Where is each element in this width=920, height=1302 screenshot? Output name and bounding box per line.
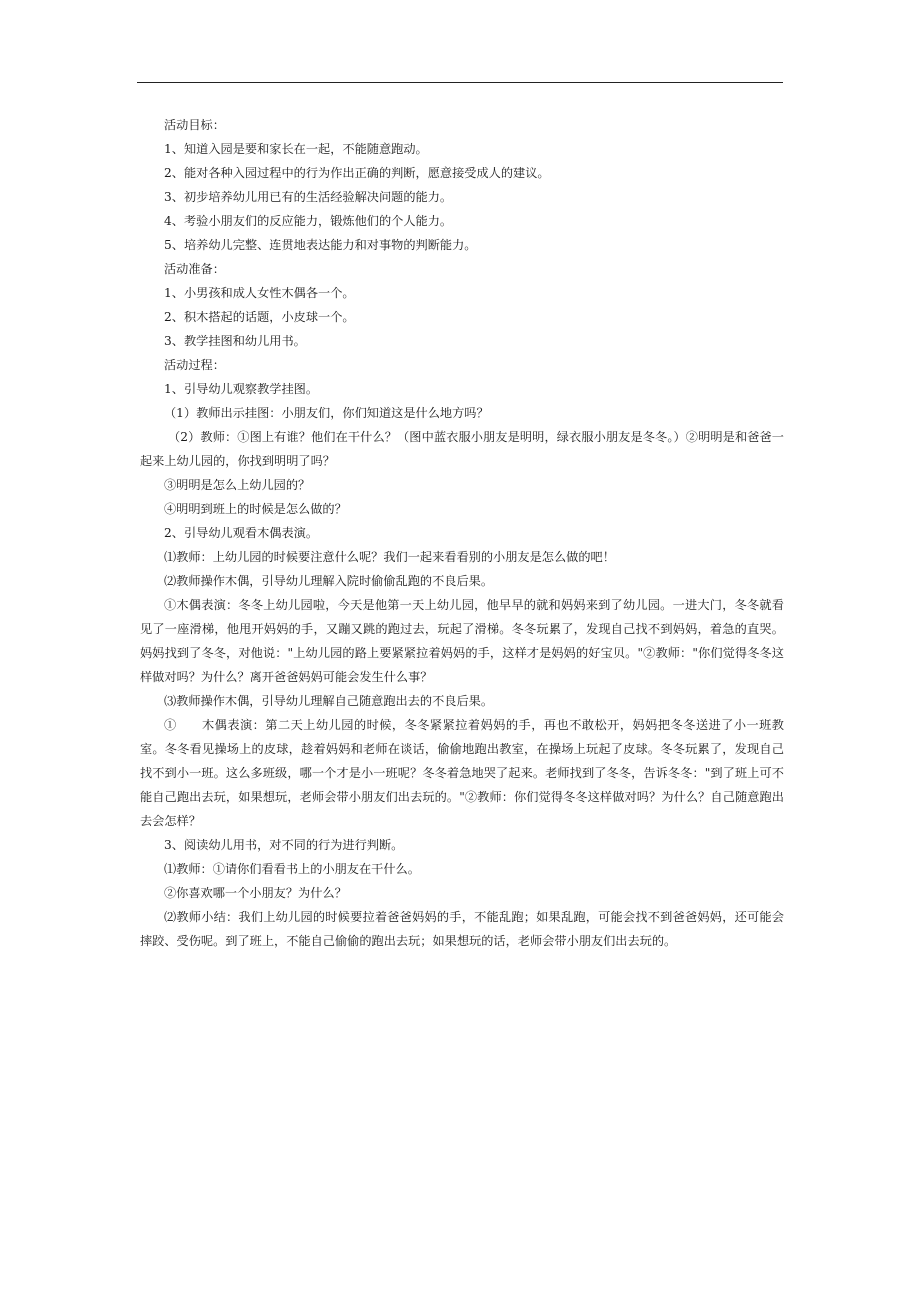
header-rule bbox=[137, 82, 783, 83]
paragraph: 1、小男孩和成人女性木偶各一个。 bbox=[164, 286, 355, 300]
paragraph: （2）教师：①图上有谁？他们在干什么？（图中蓝衣服小朋友是明明，绿衣服小朋友是冬冬。）②明明是和爸爸一起来上幼儿园的，你找到明明了吗？ bbox=[140, 430, 784, 468]
paragraph: （1）教师出示挂图：小朋友们，你们知道这是什么地方吗？ bbox=[164, 406, 489, 420]
paragraph: ③明明是怎么上幼儿园的？ bbox=[164, 478, 311, 492]
paragraph: 2、能对各种入园过程中的行为作出正确的判断，愿意接受成人的建议。 bbox=[164, 166, 550, 180]
paragraph: ⑵教师小结：我们上幼儿园的时候要拉着爸爸妈妈的手，不能乱跑；如果乱跑，可能会找不到爸爸妈妈，还可能会摔跤、受伤呢。到了班上，不能自己偷偷的跑出去玩；如果想玩的话，老师会带小朋友们出去玩的。 bbox=[140, 910, 784, 948]
paragraph: 2、引导幼儿观看木偶表演。 bbox=[164, 526, 319, 540]
document-body bbox=[140, 113, 784, 953]
paragraph: 1、知道入园是要和家长在一起，不能随意跑动。 bbox=[164, 142, 428, 156]
paragraph: 活动目标： bbox=[164, 118, 225, 132]
paragraph: ②你喜欢哪一个小朋友？为什么？ bbox=[164, 886, 347, 900]
paragraph: 4、考验小朋友们的反应能力，锻炼他们的个人能力。 bbox=[164, 214, 453, 228]
paragraph: 活动准备： bbox=[164, 262, 225, 276]
paragraph: ⑶教师操作木偶，引导幼儿理解自己随意跑出去的不良后果。 bbox=[164, 694, 494, 708]
paragraph: ①木偶表演：冬冬上幼儿园啦，今天是他第一天上幼儿园，他早早的就和妈妈来到了幼儿园。一进大门，冬冬就看见了一座滑梯，他甩开妈妈的手，又蹦又跳的跑过去，玩起了滑梯。冬冬玩累了，发现自己找不到妈妈，着急的直哭。妈妈找到了冬冬，对他说："上幼儿园的路上要紧紧拉着妈妈的手，这样才是妈妈的好宝贝。"②教师："你们觉得冬冬这样做对吗？为什么？离开爸爸妈妈可能会发生什么事？ bbox=[140, 598, 784, 684]
paragraph: 活动过程： bbox=[164, 358, 225, 372]
paragraph: 3、教学挂图和幼儿用书。 bbox=[164, 334, 306, 348]
paragraph: ⑴教师：上幼儿园的时候要注意什么呢？我们一起来看看别的小朋友是怎么做的吧！ bbox=[164, 550, 615, 564]
paragraph: 5、培养幼儿完整、连贯地表达能力和对事物的判断能力。 bbox=[164, 238, 477, 252]
paragraph: 1、引导幼儿观察教学挂图。 bbox=[164, 382, 319, 396]
paragraph: 2、积木搭起的话题，小皮球一个。 bbox=[164, 310, 355, 324]
paragraph: 3、初步培养幼儿用已有的生活经验解决问题的能力。 bbox=[164, 190, 453, 204]
paragraph: ① 木偶表演：第二天上幼儿园的时候，冬冬紧紧拉着妈妈的手，再也不敢松开，妈妈把冬冬送进了小一班教室。冬冬看见操场上的皮球，趁着妈妈和老师在谈话，偷偷地跑出教室，在操场上玩起了皮球。冬冬玩累了，发现自己找不到小一班。这么多班级，哪一个才是小一班呢？冬冬着急地哭了起来。老师找到了冬冬，告诉冬冬："到了班上可不能自己跑出去玩，如果想玩，老师会带小朋友们出去玩的。"②教师：你们觉得冬冬这样做对吗？为什么？自己随意跑出去会怎样？ bbox=[140, 718, 784, 828]
paragraph: ④明明到班上的时候是怎么做的？ bbox=[164, 502, 347, 516]
paragraph: ⑵教师操作木偶，引导幼儿理解入院时偷偷乱跑的不良后果。 bbox=[164, 574, 494, 588]
paragraph: 3、阅读幼儿用书，对不同的行为进行判断。 bbox=[164, 838, 404, 852]
paragraph: ⑴教师：①请你们看看书上的小朋友在干什么。 bbox=[164, 862, 420, 876]
